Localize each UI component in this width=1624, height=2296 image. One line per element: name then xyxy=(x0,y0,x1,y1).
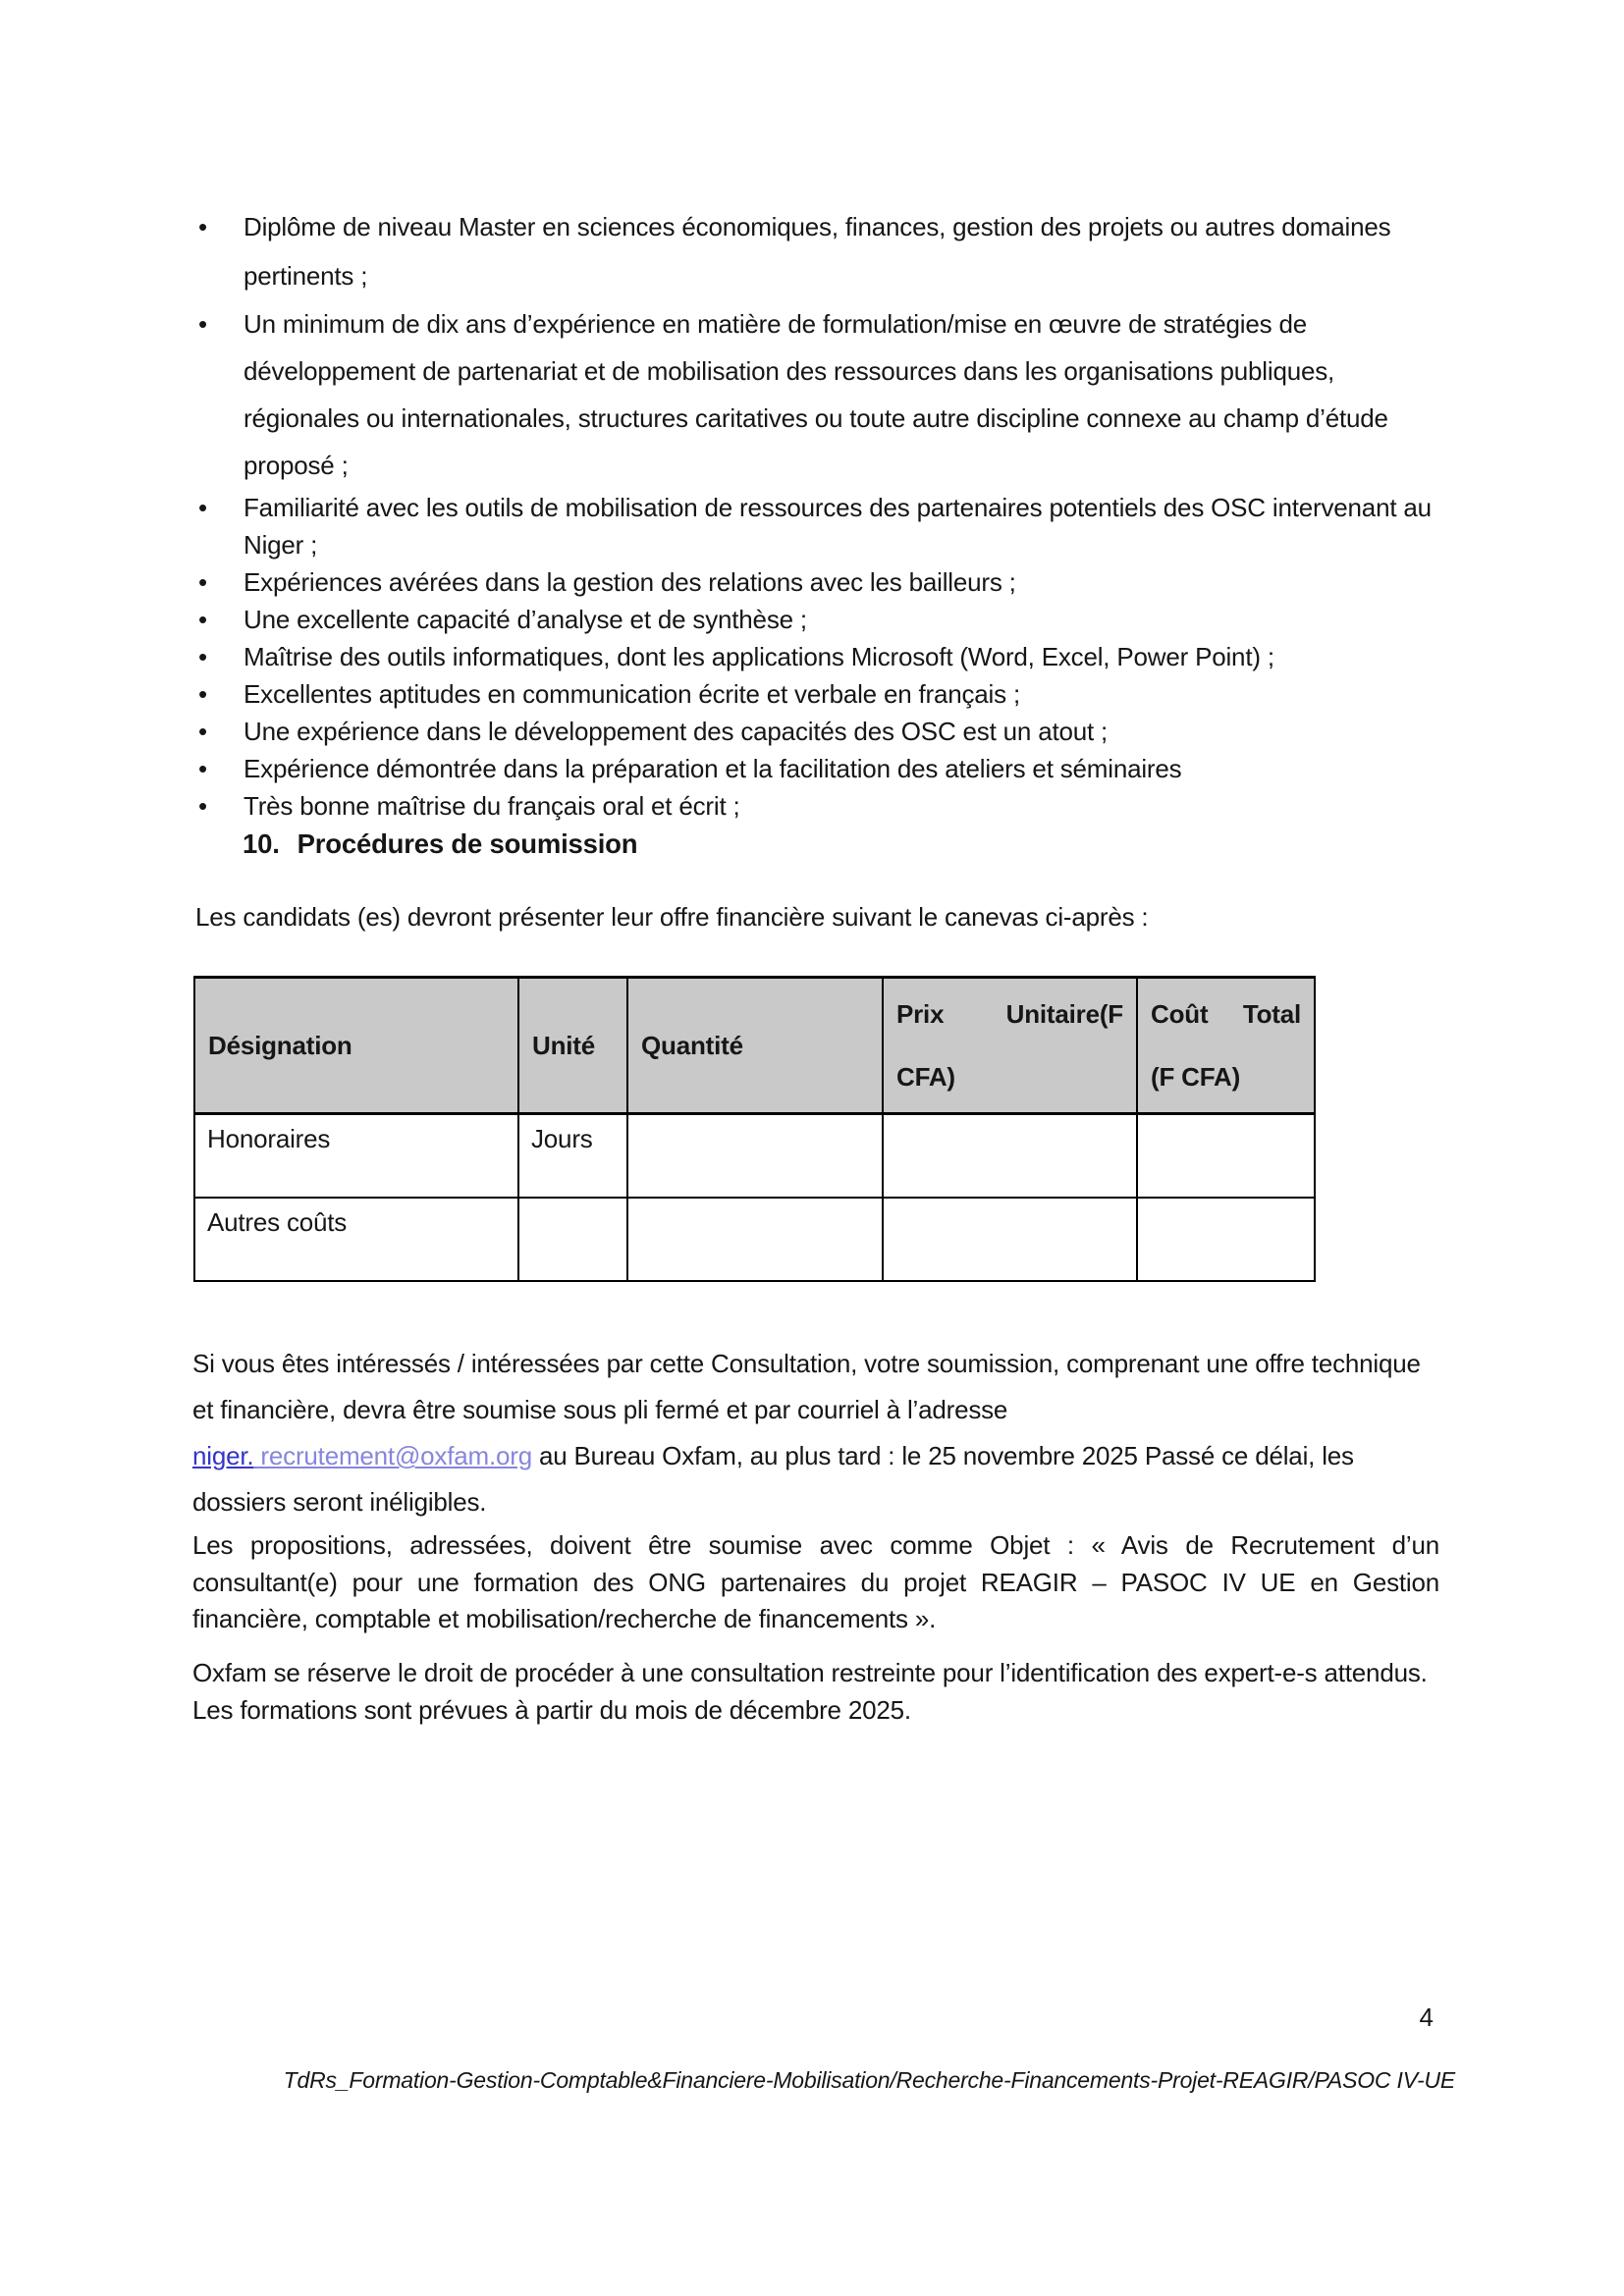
intro-paragraph: Les candidats (es) devront présenter leur offre financière suivant le canevas ci-après : xyxy=(195,902,1149,932)
list-item xyxy=(192,750,1441,787)
header-label: Prix Unitaire(F CFA) xyxy=(896,999,1123,1092)
list-item-text: Très bonne maîtrise du français oral et écrit ; xyxy=(244,791,740,821)
page-number: 4 xyxy=(1419,2002,1434,2032)
submission-text-after: au Bureau Oxfam, au plus tard : le 25 novembre 2025 Passé ce délai, les dossiers seront inéligibles. xyxy=(192,1441,1354,1517)
list-item-text: Diplôme de niveau Master en sciences économiques, finances, gestion des projets ou autres domaines pertinents ; xyxy=(244,212,1391,291)
list-item-text: Familiarité avec les outils de mobilisation de ressources des partenaires potentiels des OSC intervenant au Niger ; xyxy=(244,493,1432,560)
qualifications-list xyxy=(192,202,1441,825)
restriction-paragraph: Oxfam se réserve le droit de procéder à une consultation restreinte pour l’identification des expert-e-s attendus. Les formations sont prévues à partir du mois de décembre 2025. xyxy=(192,1658,1428,1725)
list-item-text: Un minimum de dix ans d’expérience en matière de formulation/mise en œuvre de stratégies de développement de partenariat et de mobilisation des ressources dans les organisations publiques, régionales ou internationales, structures caritatives ou toute autre discipline connexe au champ d’étude proposé ; xyxy=(244,309,1388,480)
submission-paragraph xyxy=(192,1341,1439,1525)
list-item-text: Une excellente capacité d’analyse et de synthèse ; xyxy=(244,605,807,634)
section-title: Procédures de soumission xyxy=(297,828,638,859)
list-item-text: Une expérience dans le développement des capacités des OSC est un atout ; xyxy=(244,717,1109,746)
list-item-text: Excellentes aptitudes en communication écrite et verbale en français ; xyxy=(244,679,1020,709)
table-header-row xyxy=(194,978,1315,1114)
header-unite xyxy=(518,978,627,1114)
bullet-icon: • xyxy=(198,754,207,783)
header-quantite xyxy=(627,978,883,1114)
financial-offer-table xyxy=(193,976,1316,1282)
list-item xyxy=(192,563,1441,601)
cell-quantite xyxy=(627,1114,883,1198)
list-item xyxy=(192,713,1441,750)
email-link[interactable] xyxy=(192,1441,532,1470)
object-paragraph: Les propositions, adressées, doivent être soumise avec comme Objet : « Avis de Recrutement d’un consultant(e) pour une formation des ONG partenaires du projet REAGIR – PASOC IV UE en Gestion financière, comptable et mobilisation/recherche de financements ». xyxy=(192,1530,1439,1633)
list-item xyxy=(192,638,1441,675)
list-item xyxy=(192,601,1441,638)
header-prix-unitaire xyxy=(883,978,1137,1114)
cell-cout-total xyxy=(1137,1198,1315,1281)
table-row xyxy=(194,1198,1315,1281)
header-label: Unité xyxy=(532,1031,596,1060)
cell-quantite xyxy=(627,1198,883,1281)
email-link-address[interactable]: recrutement@oxfam.org xyxy=(253,1441,532,1470)
bullet-icon: • xyxy=(198,212,207,241)
header-designation xyxy=(194,978,518,1114)
header-label: Désignation xyxy=(208,1031,352,1060)
submission-text-before: Si vous êtes intéressés / intéressées par cette Consultation, votre soumission, comprenant une offre technique et financière, devra être soumise sous pli fermé et par courriel à l’adresse xyxy=(192,1349,1421,1424)
list-item xyxy=(192,489,1441,563)
cell-unite: Jours xyxy=(518,1114,627,1198)
section-number: 10. xyxy=(243,828,280,859)
header-label: Quantité xyxy=(641,1031,743,1060)
bullet-icon: • xyxy=(198,642,207,671)
bullet-icon: • xyxy=(198,717,207,746)
bullet-icon: • xyxy=(198,791,207,821)
cell-cout-total xyxy=(1137,1114,1315,1198)
section-heading xyxy=(243,825,637,864)
header-label: Coût Total (F CFA) xyxy=(1151,999,1301,1092)
footer-document-reference: TdRs_Formation-Gestion-Comptable&Financiere-Mobilisation/Recherche-Financements-Projet-REAGIR/PASOC IV-UE xyxy=(283,2067,1455,2093)
table-row xyxy=(194,1114,1315,1198)
bullet-icon: • xyxy=(198,679,207,709)
bullet-icon: • xyxy=(198,493,207,522)
bullet-icon: • xyxy=(198,567,207,597)
header-cout-total xyxy=(1137,978,1315,1114)
list-item-text: Maîtrise des outils informatiques, dont les applications Microsoft (Word, Excel, Power Point) ; xyxy=(244,642,1274,671)
cell-prix-unitaire xyxy=(883,1198,1137,1281)
list-item-text: Expérience démontrée dans la préparation et la facilitation des ateliers et séminaires xyxy=(244,754,1182,783)
cell-prix-unitaire xyxy=(883,1114,1137,1198)
bullet-icon: • xyxy=(198,605,207,634)
list-item xyxy=(192,202,1441,300)
list-item xyxy=(192,300,1441,489)
list-item xyxy=(192,675,1441,713)
bullet-icon: • xyxy=(198,309,207,339)
cell-designation: Honoraires xyxy=(194,1114,518,1198)
cell-unite xyxy=(518,1198,627,1281)
cell-designation: Autres coûts xyxy=(194,1198,518,1281)
email-link-prefix[interactable]: niger. xyxy=(192,1441,254,1470)
list-item xyxy=(192,787,1441,825)
list-item-text: Expériences avérées dans la gestion des relations avec les bailleurs ; xyxy=(244,567,1016,597)
